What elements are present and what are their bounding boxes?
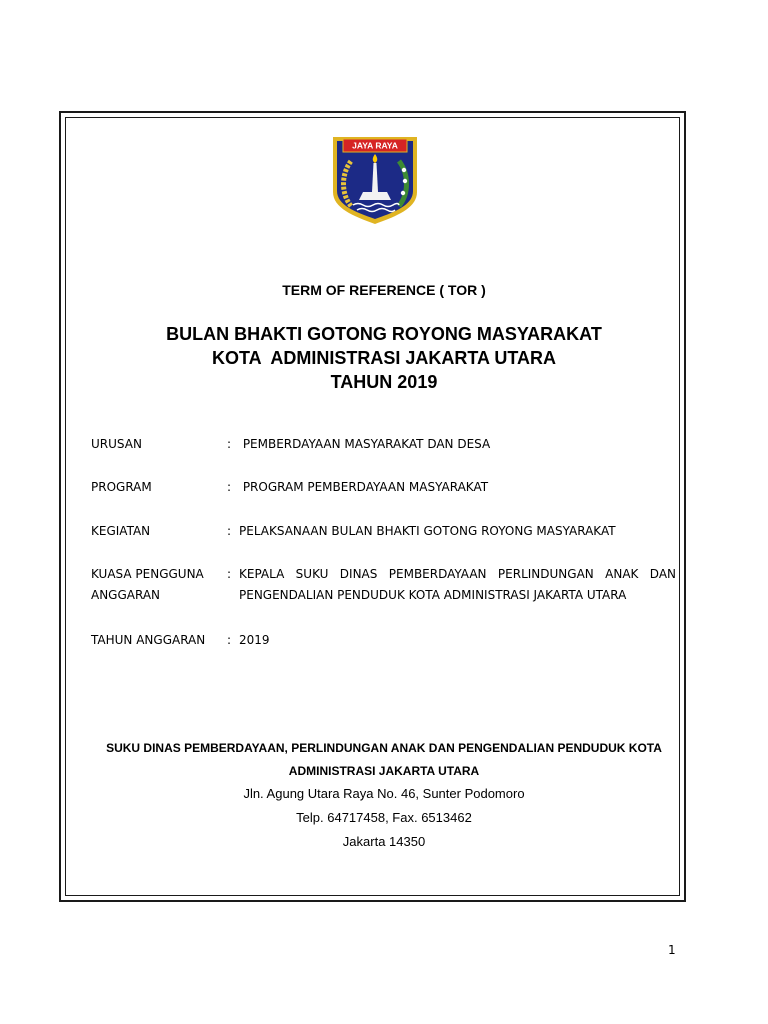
- kuasa-label: [91, 564, 226, 606]
- kegiatan-value: PELAKSANAAN BULAN BHAKTI GOTONG ROYONG MASYARAKAT: [239, 524, 616, 538]
- office-phone: Telp. 64717458, Fax. 6513462: [296, 810, 472, 825]
- kuasa-value: [239, 564, 677, 606]
- kegiatan-colon: :: [227, 524, 232, 538]
- kegiatan-label: KEGIATAN: [91, 524, 151, 538]
- page-number: 1: [668, 943, 676, 957]
- title-line-3: TAHUN 2019: [330, 372, 438, 392]
- kuasa-label-line-2: ANGGARAN: [91, 588, 161, 602]
- title-line-2: KOTA ADMINISTRASI JAKARTA UTARA: [212, 348, 556, 368]
- office-city: Jakarta 14350: [342, 834, 426, 849]
- tahun-value: 2019: [239, 633, 270, 647]
- tahun-label: TAHUN ANGGARAN: [91, 633, 206, 647]
- cotton-flower: [403, 179, 407, 183]
- document-title: [59, 322, 709, 394]
- office-name-line-2: ADMINISTRASI JAKARTA UTARA: [288, 764, 480, 778]
- kuasa-colon: :: [227, 567, 232, 581]
- kuasa-label-line-1: KUASA PENGGUNA: [91, 567, 204, 581]
- office-contact: [59, 782, 709, 854]
- urusan-value: PEMBERDAYAAN MASYARAKAT DAN DESA: [239, 437, 491, 451]
- urusan-colon: :: [227, 437, 232, 451]
- program-label: PROGRAM: [91, 480, 152, 494]
- cotton-flower: [401, 191, 405, 195]
- tahun-colon: :: [227, 633, 232, 647]
- monument-base: [359, 192, 391, 200]
- office-address: Jln. Agung Utara Raya No. 46, Sunter Podomoro: [243, 786, 525, 801]
- document-type-heading: TERM OF REFERENCE ( TOR ): [282, 282, 486, 298]
- kuasa-value-line-1: KEPALA SUKU DINAS PEMBERDAYAAN PERLINDUNGAN ANAK DAN: [239, 567, 676, 581]
- program-colon: :: [227, 480, 232, 494]
- cotton-flower: [402, 168, 406, 172]
- urusan-label: URUSAN: [91, 437, 142, 451]
- office-name-line-1: SUKU DINAS PEMBERDAYAAN, PERLINDUNGAN ANAK DAN PENGENDALIAN PENDUDUK KOTA: [106, 741, 662, 755]
- title-line-1: BULAN BHAKTI GOTONG ROYONG MASYARAKAT: [166, 324, 602, 344]
- logo-motto: JAYA RAYA: [352, 140, 398, 151]
- kuasa-value-line-2: PENGENDALIAN PENDUDUK KOTA ADMINISTRASI JAKARTA UTARA: [239, 588, 627, 602]
- office-name: [59, 737, 709, 783]
- program-value: PROGRAM PEMBERDAYAAN MASYARAKAT: [239, 480, 489, 494]
- jakarta-coat-of-arms-logo: [329, 134, 421, 226]
